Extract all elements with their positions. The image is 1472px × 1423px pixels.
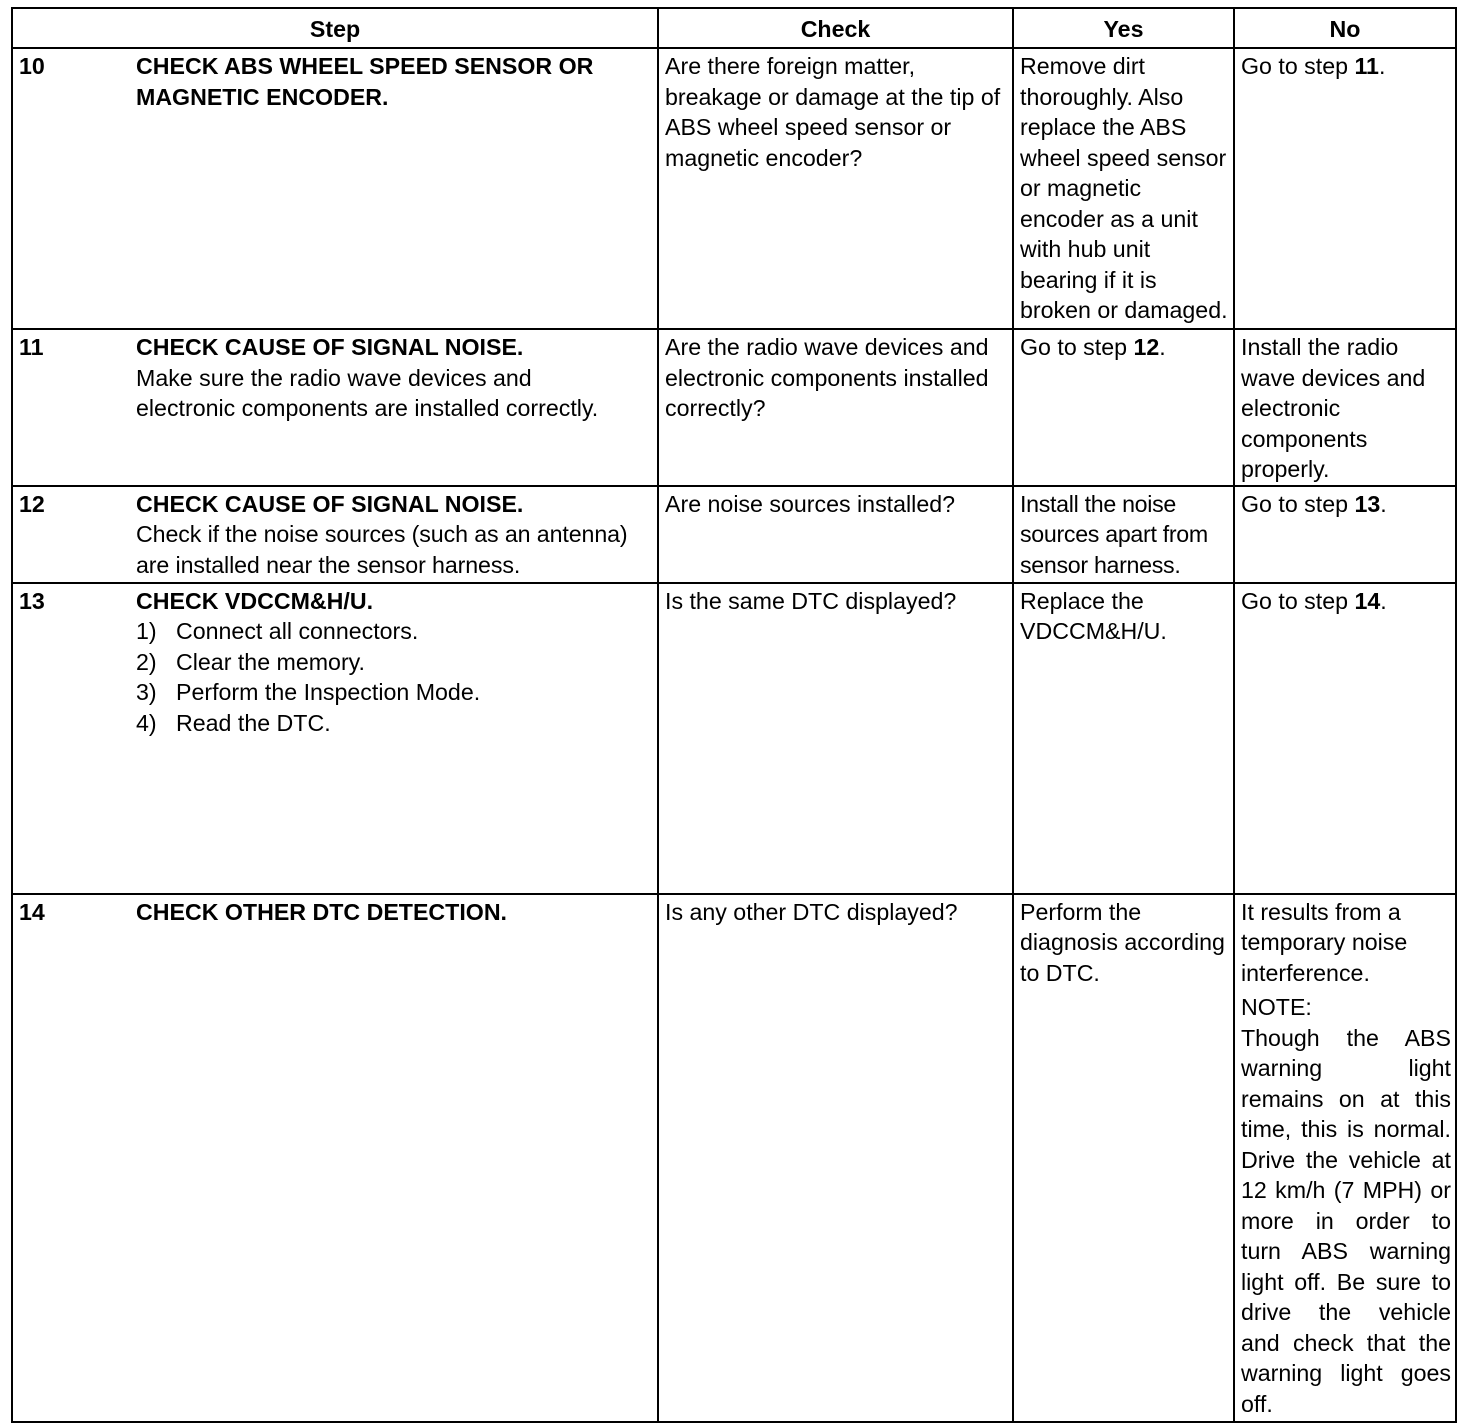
no-text: Go to step xyxy=(1241,53,1355,79)
header-no: No xyxy=(1234,8,1456,48)
check-cell: Is the same DTC displayed? xyxy=(658,583,1013,894)
no-cell xyxy=(1234,894,1456,1422)
list-item xyxy=(136,616,653,647)
list-item-number: 2) xyxy=(136,648,157,675)
list-item xyxy=(136,647,653,678)
yes-cell xyxy=(1013,329,1234,486)
check-cell: Are noise sources installed? xyxy=(658,486,1013,583)
yes-cell: Replace the VDCCM&H/U. xyxy=(1013,583,1234,894)
no-text: Go to step xyxy=(1241,490,1355,517)
table-row xyxy=(12,48,1456,329)
check-cell: Is any other DTC displayed? xyxy=(658,894,1013,1422)
list-item-number: 3) xyxy=(136,679,157,705)
no-suffix: . xyxy=(1380,587,1387,614)
list-item-text: Perform the Inspection Mode. xyxy=(176,679,481,705)
step-cell xyxy=(12,48,658,329)
step-description: Check if the noise sources (such as an antenna) are installed near the sensor harness. xyxy=(136,521,628,578)
note-text: Though the ABS warning light remains on at this time, this is normal. Drive the vehicle at 12 km/h (7 MPH) or more in order to turn ABS warning light off. Be sure to drive the vehicle and check that the warning light goes off. xyxy=(1241,1024,1451,1417)
header-yes: Yes xyxy=(1013,8,1234,48)
yes-cell: Install the noise sources apart from sensor harness. xyxy=(1013,486,1234,583)
no-cell xyxy=(1234,583,1456,894)
check-cell: Are the radio wave devices and electronic components installed correctly? xyxy=(658,329,1013,486)
step-reference: 12 xyxy=(1133,334,1160,360)
table-row xyxy=(12,894,1456,1422)
step-cell xyxy=(12,894,658,1422)
list-item-number: 4) xyxy=(136,709,157,736)
no-cell xyxy=(1234,48,1456,329)
step-reference: 11 xyxy=(1354,53,1379,79)
list-item xyxy=(136,677,653,708)
diagnostic-document xyxy=(11,7,1457,1423)
yes-text: Go to step xyxy=(1020,334,1134,360)
no-cell: Install the radio wave devices and electronic components properly. xyxy=(1234,329,1456,486)
step-cell xyxy=(12,329,658,486)
step-reference: 14 xyxy=(1354,587,1381,614)
header-step: Step xyxy=(12,8,658,48)
no-suffix: . xyxy=(1380,490,1387,517)
no-text: Go to step xyxy=(1241,587,1355,614)
note-label: NOTE: xyxy=(1241,994,1312,1020)
step-cell xyxy=(12,486,658,583)
step-title: CHECK OTHER DTC DETECTION. xyxy=(136,898,507,925)
no-suffix: . xyxy=(1378,53,1386,79)
header-check: Check xyxy=(658,8,1013,48)
table-header-row xyxy=(12,8,1456,48)
step-number: 10 xyxy=(19,53,45,79)
step-title: CHECK VDCCM&H/U. xyxy=(136,587,374,614)
list-item-text: Connect all connectors. xyxy=(176,618,419,644)
no-cell xyxy=(1234,486,1456,583)
procedure-list xyxy=(136,616,653,738)
step-title: CHECK ABS WHEEL SPEED SENSOR OR MAGNETIC ENCODER. xyxy=(136,53,594,110)
yes-cell: Remove dirt thoroughly. Also replace the ABS wheel speed sensor or magnetic encoder as a unit with hub unit bearing if it is broken or damaged. xyxy=(1013,48,1234,329)
step-reference: 13 xyxy=(1354,490,1381,517)
step-title: CHECK CAUSE OF SIGNAL NOISE. xyxy=(136,334,524,360)
table-row xyxy=(12,583,1456,894)
list-item xyxy=(136,708,653,739)
list-item-text: Clear the memory. xyxy=(176,648,365,675)
step-description: Make sure the radio wave devices and electronic components are installed correctly. xyxy=(136,364,599,421)
no-text: It results from a temporary noise interference. xyxy=(1241,898,1408,986)
table-row xyxy=(12,329,1456,486)
yes-suffix: . xyxy=(1159,334,1166,360)
list-item-number: 1) xyxy=(136,618,157,644)
step-number: 14 xyxy=(19,898,45,925)
diagnostic-table xyxy=(11,7,1457,1423)
list-item-text: Read the DTC. xyxy=(176,709,331,736)
table-row xyxy=(12,486,1456,583)
check-cell: Are there foreign matter, breakage or damage at the tip of ABS wheel speed sensor or magnetic encoder? xyxy=(658,48,1013,329)
yes-cell: Perform the diagnosis according to DTC. xyxy=(1013,894,1234,1422)
step-number: 11 xyxy=(19,334,44,360)
step-number: 13 xyxy=(19,587,45,614)
step-title: CHECK CAUSE OF SIGNAL NOISE. xyxy=(136,490,524,517)
step-cell xyxy=(12,583,658,894)
step-number: 12 xyxy=(19,490,45,517)
